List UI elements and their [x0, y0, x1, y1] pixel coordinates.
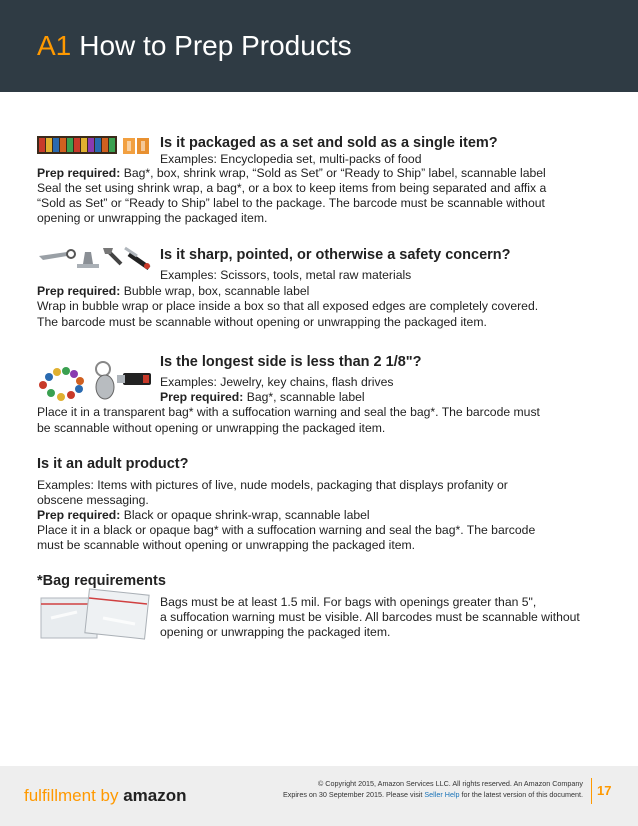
section-title-bag: *Bag requirements — [37, 573, 166, 589]
encyclopedia-set-image — [37, 132, 157, 158]
prep-adult — [37, 507, 370, 523]
examples-sharp: Examples: Scissors, tools, metal raw materials — [160, 268, 412, 282]
prep-label: Prep required: — [37, 508, 121, 522]
prep-set — [37, 165, 546, 181]
sharp-text-line-2: The barcode must be scannable without opening or unwrapping the packaged item. — [37, 315, 487, 329]
bag-text-line-2: a suffocation warning must be visible. All barcodes must be scannable without — [160, 610, 580, 624]
set-text-line-1: Seal the set using shrink wrap, a bag*, or a box to keep items from being separated and affix a — [37, 181, 547, 195]
bag-text-line-3: opening or unwrapping the packaged item. — [160, 625, 391, 639]
page-number: 17 — [597, 783, 612, 798]
jewelry-keychain-flashdrive-image — [37, 355, 155, 403]
brand-prefix: fulfillment by — [24, 786, 124, 805]
title-text: How to Prep Products — [79, 30, 352, 61]
examples-small: Examples: Jewelry, key chains, flash drives — [160, 375, 394, 389]
brand-name: amazon — [123, 786, 187, 805]
adult-text-line-1: Place it in a black or opaque bag* with a suffocation warning and seal the bag*. The barcode — [37, 523, 536, 537]
prep-label: Prep required: — [160, 390, 244, 404]
bag-text-line-1: Bags must be at least 1.5 mil. For bags with openings greater than 5", — [160, 595, 537, 609]
small-text-line-2: be scannable without opening or unwrapping the packaged item. — [37, 421, 386, 435]
section-title-set: Is it packaged as a set and sold as a single item? — [160, 135, 498, 151]
set-text-line-2: “Sold as Set” or “Ready to Ship” label to the package. The barcode must be scannable without — [37, 196, 545, 210]
examples-set: Examples: Encyclopedia set, multi-packs of food — [160, 152, 422, 166]
copyright-notice — [223, 778, 583, 800]
sharp-tools-image — [37, 244, 155, 274]
examples-adult-cont: obscene messaging. — [37, 493, 149, 507]
prep-label: Prep required: — [37, 166, 121, 180]
plastic-bags-image — [37, 588, 155, 644]
prep-text: Black or opaque shrink-wrap, scannable label — [120, 508, 370, 522]
page-header — [0, 0, 638, 92]
section-title-sharp: Is it sharp, pointed, or otherwise a safety concern? — [160, 247, 511, 263]
prep-text: Bag*, box, shrink wrap, “Sold as Set” or “Ready to Ship” label, scannable label — [120, 166, 546, 180]
prep-sharp — [37, 283, 309, 299]
prep-small — [160, 389, 365, 405]
page-footer — [0, 766, 638, 826]
sharp-text-line-1: Wrap in bubble wrap or place inside a box so that all exposed edges are completely covered. — [37, 299, 539, 313]
footer-divider — [591, 778, 592, 804]
copyright-line-2 — [223, 789, 583, 800]
fulfillment-by-amazon-logo — [24, 786, 187, 806]
section-title-adult: Is it an adult product? — [37, 456, 189, 472]
page-title — [37, 30, 352, 62]
examples-adult: Examples: Items with pictures of live, nude models, packaging that displays profanity or — [37, 478, 508, 492]
adult-text-line-2: must be scannable without opening or unwrapping the packaged item. — [37, 538, 416, 552]
small-text-line-1: Place it in a transparent bag* with a suffocation warning and seal the bag*. The barcode must — [37, 405, 540, 419]
section-code: A1 — [37, 30, 72, 61]
prep-text: Bag*, scannable label — [243, 390, 365, 404]
prep-text: Bubble wrap, box, scannable label — [120, 284, 310, 298]
copyright-line-2-a: Expires on 30 September 2015. Please visit — [282, 790, 425, 799]
section-title-small: Is the longest side is less than 2 1/8"? — [160, 354, 422, 370]
set-text-line-3: opening or unwrapping the packaged item. — [37, 211, 268, 225]
seller-help-link[interactable]: Seller Help — [424, 790, 460, 799]
prep-label: Prep required: — [37, 284, 121, 298]
copyright-line-1: © Copyright 2015, Amazon Services LLC. All rights reserved. An Amazon Company — [318, 779, 583, 788]
copyright-line-2-b: for the latest version of this document. — [459, 790, 583, 799]
